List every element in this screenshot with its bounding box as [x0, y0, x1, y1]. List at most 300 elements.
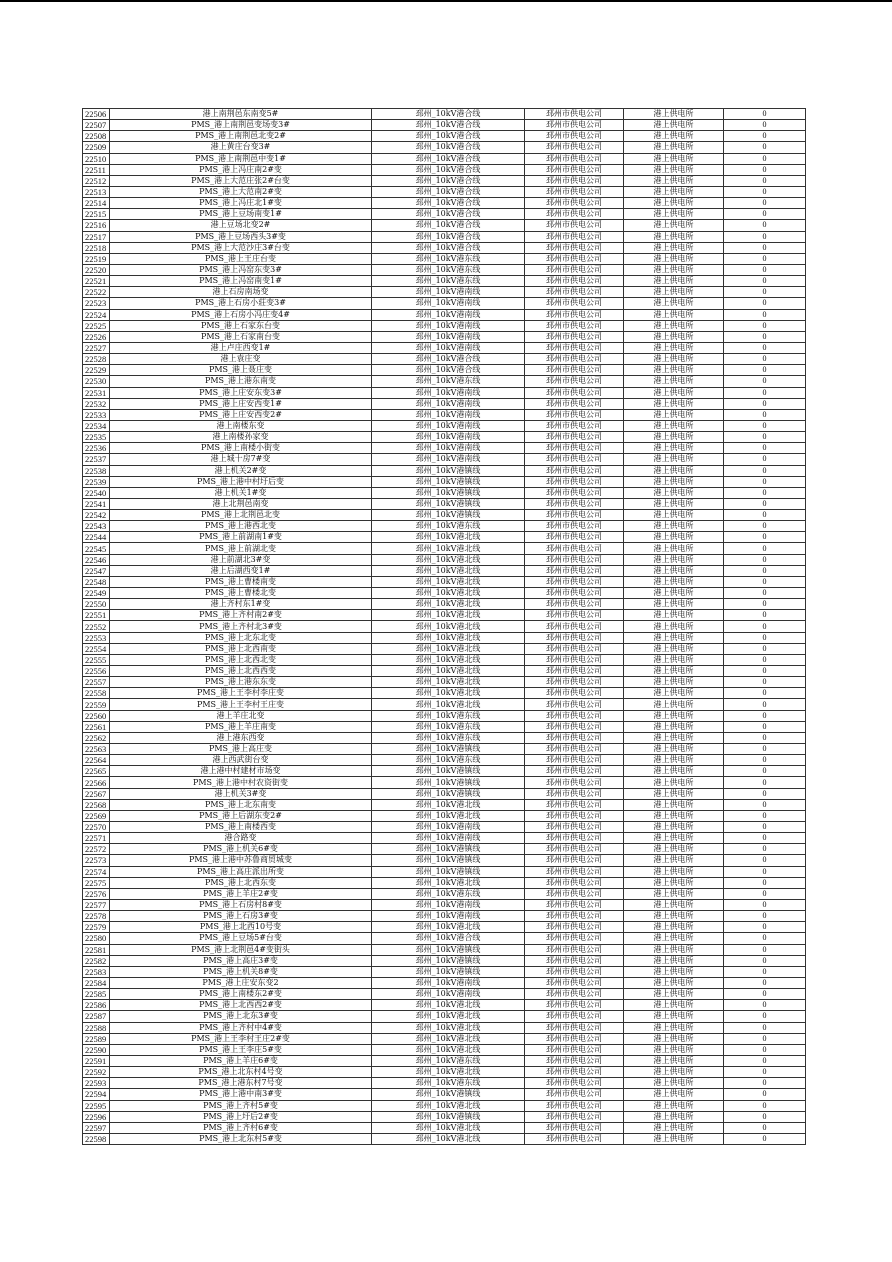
company-cell: 邳州市供电公司 — [525, 744, 624, 755]
row-id-cell: 22551 — [83, 610, 110, 621]
row-id-cell: 22508 — [83, 131, 110, 142]
feeder-line-cell: 邳州_10kV港东线 — [372, 276, 525, 287]
company-cell: 邳州市供电公司 — [525, 521, 624, 532]
table-row — [83, 777, 806, 788]
row-id-cell: 22570 — [83, 822, 110, 833]
row-id-cell: 22536 — [83, 443, 110, 454]
table-row — [83, 944, 806, 955]
station-cell: 港上供电所 — [624, 788, 724, 799]
company-cell: 邳州市供电公司 — [525, 164, 624, 175]
substation-name-cell: PMS_港上港中苏鲁商贸城变 — [110, 855, 372, 866]
substation-name-cell: PMS_港上庄安东变2 — [110, 977, 372, 988]
substation-name-cell: PMS_港上王李庄5#变 — [110, 1044, 372, 1055]
company-cell: 邳州市供电公司 — [525, 844, 624, 855]
company-cell: 邳州市供电公司 — [525, 721, 624, 732]
substation-name-cell: PMS_港上前湖南1#变 — [110, 532, 372, 543]
company-cell: 邳州市供电公司 — [525, 454, 624, 465]
table-row — [83, 977, 806, 988]
row-id-cell: 22530 — [83, 376, 110, 387]
company-cell: 邳州市供电公司 — [525, 677, 624, 688]
table-row — [83, 164, 806, 175]
feeder-line-cell: 邳州_10kV港南线 — [372, 298, 525, 309]
table-row — [83, 476, 806, 487]
feeder-line-cell: 邳州_10kV港南线 — [372, 822, 525, 833]
row-id-cell: 22548 — [83, 576, 110, 587]
table-row — [83, 153, 806, 164]
value-cell: 0 — [724, 476, 806, 487]
company-cell: 邳州市供电公司 — [525, 1089, 624, 1100]
value-cell: 0 — [724, 1133, 806, 1144]
company-cell: 邳州市供电公司 — [525, 532, 624, 543]
company-cell: 邳州市供电公司 — [525, 944, 624, 955]
substation-name-cell: PMS_港上庄安东变3# — [110, 387, 372, 398]
station-cell: 港上供电所 — [624, 320, 724, 331]
company-cell: 邳州市供电公司 — [525, 1067, 624, 1078]
company-cell: 邳州市供电公司 — [525, 632, 624, 643]
company-cell: 邳州市供电公司 — [525, 543, 624, 554]
row-id-cell: 22535 — [83, 432, 110, 443]
substation-name-cell: PMS_港上曹楼北变 — [110, 588, 372, 599]
substation-name-cell: PMS_港上庄安西变2# — [110, 409, 372, 420]
station-cell: 港上供电所 — [624, 1022, 724, 1033]
row-id-cell: 22569 — [83, 810, 110, 821]
table-row — [83, 610, 806, 621]
feeder-line-cell: 邳州_10kV港东线 — [372, 721, 525, 732]
value-cell: 0 — [724, 588, 806, 599]
station-cell: 港上供电所 — [624, 1078, 724, 1089]
feeder-line-cell: 邳州_10kV港镇线 — [372, 866, 525, 877]
feeder-line-cell: 邳州_10kV港合线 — [372, 354, 525, 365]
table-row — [83, 175, 806, 186]
table-row — [83, 354, 806, 365]
station-cell: 港上供电所 — [624, 654, 724, 665]
feeder-line-cell: 邳州_10kV港镇线 — [372, 744, 525, 755]
company-cell: 邳州市供电公司 — [525, 654, 624, 665]
table-row — [83, 1100, 806, 1111]
row-id-cell: 22514 — [83, 198, 110, 209]
station-cell: 港上供电所 — [624, 432, 724, 443]
station-cell: 港上供电所 — [624, 922, 724, 933]
station-cell: 港上供电所 — [624, 309, 724, 320]
station-cell: 港上供电所 — [624, 1133, 724, 1144]
company-cell: 邳州市供电公司 — [525, 565, 624, 576]
row-id-cell: 22579 — [83, 922, 110, 933]
value-cell: 0 — [724, 833, 806, 844]
company-cell: 邳州市供电公司 — [525, 610, 624, 621]
station-cell: 港上供电所 — [624, 944, 724, 955]
table-row — [83, 454, 806, 465]
table-row — [83, 342, 806, 353]
value-cell: 0 — [724, 654, 806, 665]
row-id-cell: 22598 — [83, 1133, 110, 1144]
company-cell: 邳州市供电公司 — [525, 621, 624, 632]
station-cell: 港上供电所 — [624, 454, 724, 465]
table-row — [83, 833, 806, 844]
substation-name-cell: 港上机关3#变 — [110, 788, 372, 799]
station-cell: 港上供电所 — [624, 688, 724, 699]
company-cell: 邳州市供电公司 — [525, 264, 624, 275]
feeder-line-cell: 邳州_10kV港东线 — [372, 710, 525, 721]
row-id-cell: 22511 — [83, 164, 110, 175]
row-id-cell: 22510 — [83, 153, 110, 164]
row-id-cell: 22545 — [83, 543, 110, 554]
value-cell: 0 — [724, 777, 806, 788]
table-row — [83, 866, 806, 877]
station-cell: 港上供电所 — [624, 198, 724, 209]
company-cell: 邳州市供电公司 — [525, 510, 624, 521]
value-cell: 0 — [724, 510, 806, 521]
table-row — [83, 1044, 806, 1055]
feeder-line-cell: 邳州_10kV港南线 — [372, 287, 525, 298]
feeder-line-cell: 邳州_10kV港合线 — [372, 109, 525, 120]
table-row — [83, 1000, 806, 1011]
table-row — [83, 231, 806, 242]
table-row — [83, 1067, 806, 1078]
table-row — [83, 409, 806, 420]
value-cell: 0 — [724, 599, 806, 610]
value-cell: 0 — [724, 565, 806, 576]
row-id-cell: 22512 — [83, 175, 110, 186]
table-row — [83, 309, 806, 320]
substation-name-cell: PMS_港上港中南3#变 — [110, 1089, 372, 1100]
feeder-line-cell: 邳州_10kV港南线 — [372, 989, 525, 1000]
feeder-line-cell: 邳州_10kV港北线 — [372, 643, 525, 654]
table-row — [83, 320, 806, 331]
feeder-line-cell: 邳州_10kV港北线 — [372, 799, 525, 810]
value-cell: 0 — [724, 554, 806, 565]
company-cell: 邳州市供电公司 — [525, 320, 624, 331]
row-id-cell: 22574 — [83, 866, 110, 877]
company-cell: 邳州市供电公司 — [525, 1055, 624, 1066]
value-cell: 0 — [724, 465, 806, 476]
table-row — [83, 264, 806, 275]
table-row — [83, 521, 806, 532]
row-id-cell: 22526 — [83, 331, 110, 342]
substation-name-cell: PMS_港上聂庄变 — [110, 365, 372, 376]
feeder-line-cell: 邳州_10kV港南线 — [372, 833, 525, 844]
table-row — [83, 966, 806, 977]
substation-name-cell: PMS_港上圩后2#变 — [110, 1111, 372, 1122]
feeder-line-cell: 邳州_10kV港北线 — [372, 688, 525, 699]
row-id-cell: 22559 — [83, 699, 110, 710]
company-cell: 邳州市供电公司 — [525, 576, 624, 587]
substation-name-cell: PMS_港上北西10号变 — [110, 922, 372, 933]
row-id-cell: 22561 — [83, 721, 110, 732]
station-cell: 港上供电所 — [624, 777, 724, 788]
station-cell: 港上供电所 — [624, 120, 724, 131]
row-id-cell: 22565 — [83, 766, 110, 777]
row-id-cell: 22563 — [83, 744, 110, 755]
row-id-cell: 22523 — [83, 298, 110, 309]
feeder-line-cell: 邳州_10kV港北线 — [372, 654, 525, 665]
feeder-line-cell: 邳州_10kV港北线 — [372, 1033, 525, 1044]
company-cell: 邳州市供电公司 — [525, 955, 624, 966]
company-cell: 邳州市供电公司 — [525, 788, 624, 799]
company-cell: 邳州市供电公司 — [525, 1100, 624, 1111]
substation-name-cell: PMS_港上大范庄张2#台变 — [110, 175, 372, 186]
value-cell: 0 — [724, 933, 806, 944]
company-cell: 邳州市供电公司 — [525, 922, 624, 933]
substation-name-cell: PMS_港上南楼西变 — [110, 822, 372, 833]
substation-name-cell: PMS_港上齐村中4#变 — [110, 1022, 372, 1033]
company-cell: 邳州市供电公司 — [525, 810, 624, 821]
value-cell: 0 — [724, 744, 806, 755]
row-id-cell: 22590 — [83, 1044, 110, 1055]
table-row — [83, 186, 806, 197]
feeder-line-cell: 邳州_10kV港北线 — [372, 532, 525, 543]
table-row — [83, 131, 806, 142]
table-row — [83, 621, 806, 632]
station-cell: 港上供电所 — [624, 543, 724, 554]
row-id-cell: 22542 — [83, 510, 110, 521]
value-cell: 0 — [724, 989, 806, 1000]
feeder-line-cell: 邳州_10kV港东线 — [372, 376, 525, 387]
table-row — [83, 599, 806, 610]
station-cell: 港上供电所 — [624, 1111, 724, 1122]
row-id-cell: 22587 — [83, 1011, 110, 1022]
value-cell: 0 — [724, 944, 806, 955]
value-cell: 0 — [724, 666, 806, 677]
row-id-cell: 22562 — [83, 732, 110, 743]
feeder-line-cell: 邳州_10kV港南线 — [372, 331, 525, 342]
table-row — [83, 989, 806, 1000]
substation-name-cell: PMS_港上石家东台变 — [110, 320, 372, 331]
company-cell: 邳州市供电公司 — [525, 476, 624, 487]
substation-name-cell: 港上豆场北变2# — [110, 220, 372, 231]
substation-name-cell: 港上北荆邑南变 — [110, 498, 372, 509]
row-id-cell: 22567 — [83, 788, 110, 799]
station-cell: 港上供电所 — [624, 409, 724, 420]
value-cell: 0 — [724, 977, 806, 988]
station-cell: 港上供电所 — [624, 989, 724, 1000]
station-cell: 港上供电所 — [624, 621, 724, 632]
station-cell: 港上供电所 — [624, 231, 724, 242]
table-row — [83, 810, 806, 821]
company-cell: 邳州市供电公司 — [525, 822, 624, 833]
station-cell: 港上供电所 — [624, 833, 724, 844]
substation-name-cell: PMS_港上机关8#变 — [110, 966, 372, 977]
row-id-cell: 22516 — [83, 220, 110, 231]
company-cell: 邳州市供电公司 — [525, 309, 624, 320]
table-row — [83, 565, 806, 576]
table-row — [83, 643, 806, 654]
value-cell: 0 — [724, 487, 806, 498]
feeder-line-cell: 邳州_10kV港镇线 — [372, 1111, 525, 1122]
value-cell: 0 — [724, 120, 806, 131]
station-cell: 港上供电所 — [624, 420, 724, 431]
company-cell: 邳州市供电公司 — [525, 331, 624, 342]
value-cell: 0 — [724, 1055, 806, 1066]
company-cell: 邳州市供电公司 — [525, 1011, 624, 1022]
company-cell: 邳州市供电公司 — [525, 109, 624, 120]
substation-name-cell: PMS_港上石家南台变 — [110, 331, 372, 342]
company-cell: 邳州市供电公司 — [525, 443, 624, 454]
company-cell: 邳州市供电公司 — [525, 409, 624, 420]
substation-name-cell: PMS_港上高庄3#变 — [110, 955, 372, 966]
value-cell: 0 — [724, 253, 806, 264]
table-row — [83, 109, 806, 120]
feeder-line-cell: 邳州_10kV港南线 — [372, 443, 525, 454]
table-row — [83, 855, 806, 866]
feeder-line-cell: 邳州_10kV港北线 — [372, 554, 525, 565]
value-cell: 0 — [724, 721, 806, 732]
company-cell: 邳州市供电公司 — [525, 398, 624, 409]
company-cell: 邳州市供电公司 — [525, 710, 624, 721]
table-row — [83, 911, 806, 922]
station-cell: 港上供电所 — [624, 465, 724, 476]
feeder-line-cell: 邳州_10kV港合线 — [372, 164, 525, 175]
table-row — [83, 532, 806, 543]
station-cell: 港上供电所 — [624, 209, 724, 220]
station-cell: 港上供电所 — [624, 365, 724, 376]
feeder-line-cell: 邳州_10kV港南线 — [372, 420, 525, 431]
company-cell: 邳州市供电公司 — [525, 688, 624, 699]
station-cell: 港上供电所 — [624, 342, 724, 353]
feeder-line-cell: 邳州_10kV港南线 — [372, 387, 525, 398]
feeder-line-cell: 邳州_10kV港东线 — [372, 521, 525, 532]
substation-name-cell: PMS_港上豆场南变1# — [110, 209, 372, 220]
table-row — [83, 331, 806, 342]
table-row — [83, 677, 806, 688]
company-cell: 邳州市供电公司 — [525, 142, 624, 153]
company-cell: 邳州市供电公司 — [525, 209, 624, 220]
row-id-cell: 22586 — [83, 1000, 110, 1011]
station-cell: 港上供电所 — [624, 899, 724, 910]
feeder-line-cell: 邳州_10kV港南线 — [372, 398, 525, 409]
station-cell: 港上供电所 — [624, 744, 724, 755]
feeder-line-cell: 邳州_10kV港东线 — [372, 253, 525, 264]
feeder-line-cell: 邳州_10kV港合线 — [372, 365, 525, 376]
value-cell: 0 — [724, 409, 806, 420]
value-cell: 0 — [724, 231, 806, 242]
substation-name-cell: PMS_港上齐村5#变 — [110, 1100, 372, 1111]
station-cell: 港上供电所 — [624, 677, 724, 688]
row-id-cell: 22577 — [83, 899, 110, 910]
value-cell: 0 — [724, 320, 806, 331]
value-cell: 0 — [724, 543, 806, 554]
row-id-cell: 22552 — [83, 621, 110, 632]
table-row — [83, 576, 806, 587]
substation-name-cell: PMS_港上北西西2#变 — [110, 1000, 372, 1011]
row-id-cell: 22571 — [83, 833, 110, 844]
company-cell: 邳州市供电公司 — [525, 298, 624, 309]
value-cell: 0 — [724, 331, 806, 342]
substation-name-cell: PMS_港上北东村4号变 — [110, 1067, 372, 1078]
value-cell: 0 — [724, 198, 806, 209]
row-id-cell: 22585 — [83, 989, 110, 1000]
company-cell: 邳州市供电公司 — [525, 888, 624, 899]
value-cell: 0 — [724, 175, 806, 186]
substation-name-cell: PMS_港上南荆邑北变2# — [110, 131, 372, 142]
table-row — [83, 588, 806, 599]
row-id-cell: 22527 — [83, 342, 110, 353]
feeder-line-cell: 邳州_10kV港镇线 — [372, 510, 525, 521]
station-cell: 港上供电所 — [624, 521, 724, 532]
station-cell: 港上供电所 — [624, 699, 724, 710]
table-row — [83, 398, 806, 409]
station-cell: 港上供电所 — [624, 186, 724, 197]
feeder-line-cell: 邳州_10kV港北线 — [372, 666, 525, 677]
value-cell: 0 — [724, 844, 806, 855]
table-row — [83, 888, 806, 899]
station-cell: 港上供电所 — [624, 298, 724, 309]
company-cell: 邳州市供电公司 — [525, 643, 624, 654]
station-cell: 港上供电所 — [624, 710, 724, 721]
row-id-cell: 22546 — [83, 554, 110, 565]
station-cell: 港上供电所 — [624, 810, 724, 821]
table-row — [83, 699, 806, 710]
value-cell: 0 — [724, 922, 806, 933]
company-cell: 邳州市供电公司 — [525, 755, 624, 766]
company-cell: 邳州市供电公司 — [525, 365, 624, 376]
feeder-line-cell: 邳州_10kV港合线 — [372, 209, 525, 220]
station-cell: 港上供电所 — [624, 888, 724, 899]
substation-name-cell: PMS_港上北荆邑北变 — [110, 510, 372, 521]
company-cell: 邳州市供电公司 — [525, 1111, 624, 1122]
table-row — [83, 1111, 806, 1122]
substation-name-cell: PMS_港上豆场5#台变 — [110, 933, 372, 944]
row-id-cell: 22555 — [83, 654, 110, 665]
feeder-line-cell: 邳州_10kV港北线 — [372, 677, 525, 688]
feeder-line-cell: 邳州_10kV港合线 — [372, 186, 525, 197]
row-id-cell: 22517 — [83, 231, 110, 242]
company-cell: 邳州市供电公司 — [525, 833, 624, 844]
company-cell: 邳州市供电公司 — [525, 977, 624, 988]
company-cell: 邳州市供电公司 — [525, 231, 624, 242]
substation-name-cell: 港上港中村建材市场变 — [110, 766, 372, 777]
station-cell: 港上供电所 — [624, 142, 724, 153]
company-cell: 邳州市供电公司 — [525, 1122, 624, 1133]
feeder-line-cell: 邳州_10kV港北线 — [372, 922, 525, 933]
feeder-line-cell: 邳州_10kV港南线 — [372, 977, 525, 988]
substation-name-cell: PMS_港上齐村6#变 — [110, 1122, 372, 1133]
substation-name-cell: 港上卢庄西变1# — [110, 342, 372, 353]
station-cell: 港上供电所 — [624, 354, 724, 365]
row-id-cell: 22515 — [83, 209, 110, 220]
feeder-line-cell: 邳州_10kV港北线 — [372, 1133, 525, 1144]
substation-name-cell: PMS_港上石房小莊变3# — [110, 298, 372, 309]
value-cell: 0 — [724, 164, 806, 175]
feeder-line-cell: 邳州_10kV港镇线 — [372, 1089, 525, 1100]
station-cell: 港上供电所 — [624, 966, 724, 977]
substation-name-cell: PMS_港上北西南变 — [110, 643, 372, 654]
company-cell: 邳州市供电公司 — [525, 276, 624, 287]
table-row — [83, 877, 806, 888]
value-cell: 0 — [724, 710, 806, 721]
table-row — [83, 1033, 806, 1044]
row-id-cell: 22554 — [83, 643, 110, 654]
row-id-cell: 22538 — [83, 465, 110, 476]
substation-name-cell: PMS_港上曹楼南变 — [110, 576, 372, 587]
substation-name-cell: 港合路变 — [110, 833, 372, 844]
value-cell: 0 — [724, 153, 806, 164]
table-row — [83, 554, 806, 565]
value-cell: 0 — [724, 677, 806, 688]
company-cell: 邳州市供电公司 — [525, 1000, 624, 1011]
substation-name-cell: 港上机关2#变 — [110, 465, 372, 476]
value-cell: 0 — [724, 264, 806, 275]
table-row — [83, 253, 806, 264]
value-cell: 0 — [724, 576, 806, 587]
substation-name-cell: PMS_港上石房3#变 — [110, 911, 372, 922]
station-cell: 港上供电所 — [624, 643, 724, 654]
substation-name-cell: PMS_港上后湖东变2# — [110, 810, 372, 821]
value-cell: 0 — [724, 1011, 806, 1022]
row-id-cell: 22592 — [83, 1067, 110, 1078]
company-cell: 邳州市供电公司 — [525, 498, 624, 509]
station-cell: 港上供电所 — [624, 588, 724, 599]
feeder-line-cell: 邳州_10kV港东线 — [372, 732, 525, 743]
